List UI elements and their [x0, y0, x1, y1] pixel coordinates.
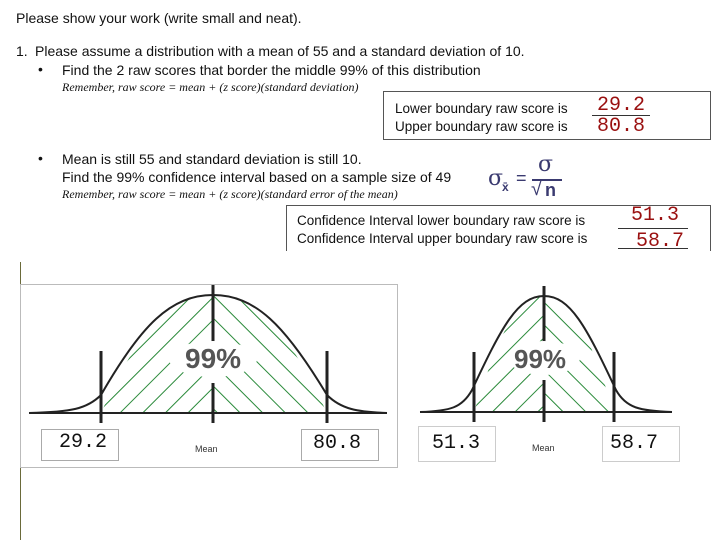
- x-bar-subscript: x̄: [502, 180, 509, 194]
- denominator-n: n: [545, 180, 556, 200]
- equals-sign: =: [516, 168, 527, 188]
- upper-boundary-label: Upper boundary raw score is: [395, 119, 568, 134]
- raw-score-answer-box: [383, 91, 711, 140]
- chart-2-mean-label: Mean: [532, 443, 555, 453]
- ci-upper-value[interactable]: 58.7: [636, 230, 685, 253]
- bullet-2-marker: •: [38, 150, 43, 166]
- chart-1-mean-label: Mean: [195, 444, 218, 454]
- chart-1-percent-label: 99%: [185, 343, 242, 374]
- root-symbol: √: [531, 178, 542, 200]
- lower-boundary-value[interactable]: 29.2: [597, 94, 646, 117]
- chart-1-left-value: 29.2: [59, 431, 108, 454]
- lower-boundary-label: Lower boundary raw score is: [395, 101, 568, 116]
- upper-boundary-value[interactable]: 80.8: [597, 115, 646, 138]
- ci-upper-label: Confidence Interval upper boundary raw score is: [297, 231, 588, 246]
- instructions: Please show your work (write small and neat).: [16, 10, 302, 26]
- question-text: Please assume a distribution with a mean of 55 and a standard deviation of 10.: [35, 43, 525, 59]
- ci-underline-1: [618, 228, 688, 229]
- question-number: 1.: [16, 43, 28, 59]
- standard-error-formula: [488, 152, 564, 202]
- distribution-chart-2: [414, 286, 686, 466]
- numerator-sigma: σ: [538, 152, 554, 177]
- ci-lower-label: Confidence Interval lower boundary raw score is: [297, 213, 586, 228]
- chart-2-percent-label: 99%: [514, 344, 567, 374]
- bullet-1-marker: •: [38, 61, 43, 77]
- ci-lower-value[interactable]: 51.3: [631, 204, 680, 227]
- distribution-chart-1: [20, 284, 398, 468]
- bullet-2-text-line2: Find the 99% confidence interval based on a sample size of 49: [62, 169, 452, 185]
- confidence-interval-answer-box: [286, 205, 711, 251]
- bullet-2-reminder: Remember, raw score = mean + (z score)(standard error of the mean): [62, 187, 398, 201]
- bullet-2-text-line1: Mean is still 55 and standard deviation is still 10.: [62, 151, 362, 167]
- bullet-1-reminder: Remember, raw score = mean + (z score)(standard deviation): [62, 80, 359, 94]
- sigma-symbol: σ: [488, 166, 504, 191]
- chart-2-left-value: 51.3: [432, 432, 481, 455]
- left-margin-bar: [0, 262, 21, 540]
- bullet-1-text: Find the 2 raw scores that border the middle 99% of this distribution: [62, 62, 481, 78]
- chart-2-right-value: 58.7: [610, 432, 659, 455]
- chart-1-right-value: 80.8: [313, 432, 362, 455]
